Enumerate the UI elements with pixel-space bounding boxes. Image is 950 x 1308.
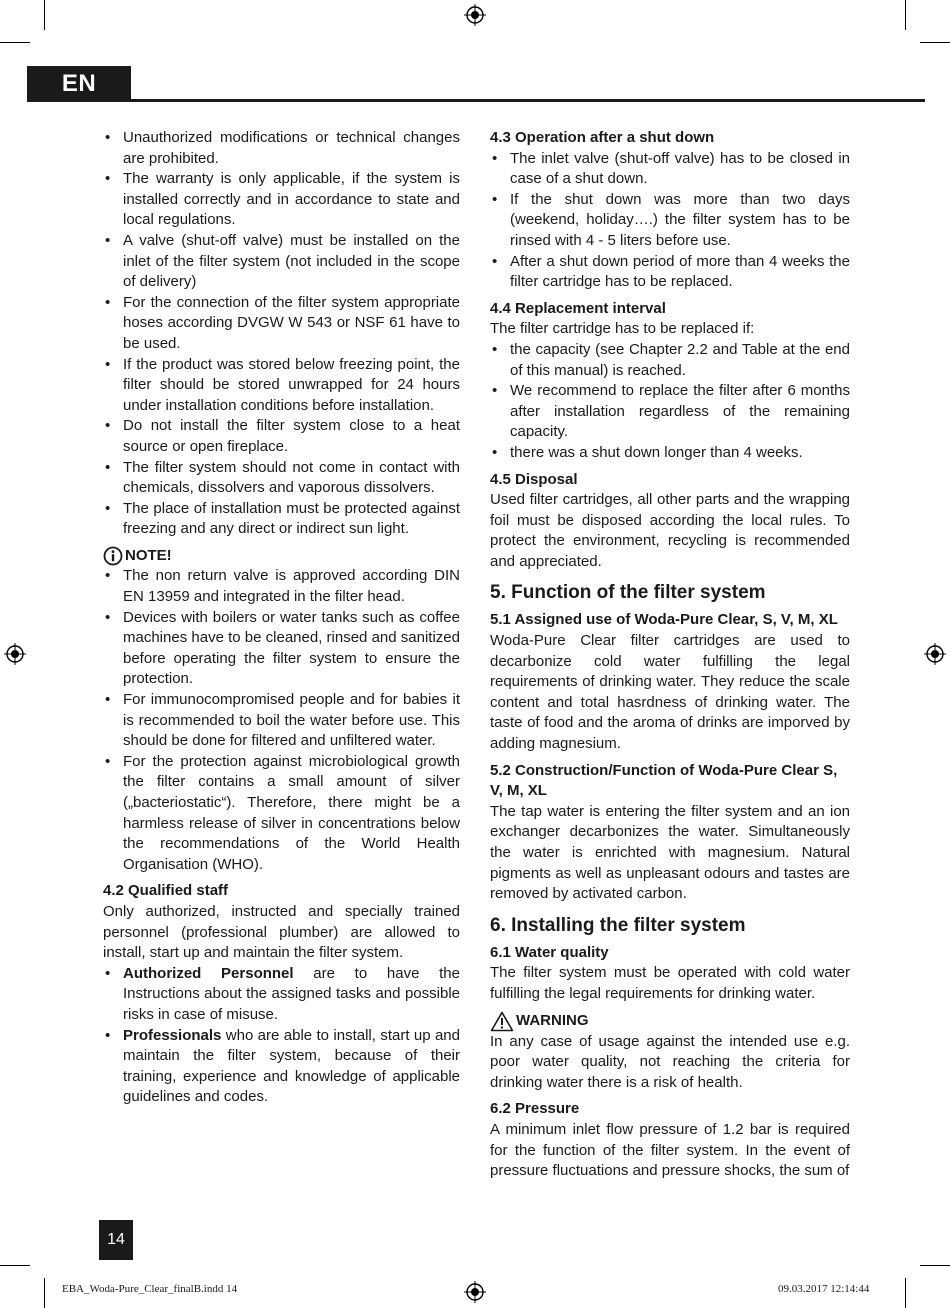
crop-mark <box>905 1278 906 1308</box>
list-item: • For immunocompromised people and for babies it is recommended to boil the water before use. This should be done for filtered and unfiltered water. <box>103 690 460 752</box>
section-heading: 6.2 Pressure <box>490 1100 580 1118</box>
list-item: • If the shut down was more than two days (weekend, holiday….) the filter system has to be rinsed with 4 - 5 liters before use. <box>490 190 850 252</box>
section-heading: 5.1 Assigned use of Woda-Pure Clear, S, V, M, XL <box>490 611 838 629</box>
list-item: • We recommend to replace the filter after 6 months after installation regardless of the remaining capacity. <box>490 381 850 443</box>
section-text: Woda-Pure Clear filter cartridges are used to decarbonize cold water fulfilling the legal requirements of drinking water. They reduce the scale content and total hasrdness of drinking water. The taste of food and the aroma of drinks are imporved by adding magnesium. <box>490 632 850 753</box>
list-item <box>103 964 460 1026</box>
warning-text: In any case of usage against the intended use e.g. poor water quality, not reaching the criteria for drinking water there is a risk of health. <box>490 1032 850 1091</box>
section-text: A minimum inlet flow pressure of 1.2 bar is required for the function of the filter system. In the event of pressure fluctuations and pressure shocks, the sum of <box>490 1120 850 1180</box>
language-tab: EN <box>27 66 131 102</box>
registration-mark-icon <box>464 1281 486 1303</box>
crop-mark <box>920 42 950 43</box>
header-rule <box>27 99 925 102</box>
term-description: who are able to install, start up and maintain the filter system, because of their training, experience and knowledge of applicable guidelines and codes. <box>123 1026 460 1106</box>
warning-triangle-icon <box>490 1011 514 1032</box>
list-item: • For the connection of the filter system appropriate hoses according DVGW W 543 or NSF 61 have to be used. <box>103 293 460 355</box>
list-item: • the capacity (see Chapter 2.2 and Table at the end of this manual) is reached. <box>490 340 850 381</box>
list-item: • The non return valve is approved according DIN EN 13959 and integrated in the filter head. <box>103 566 460 607</box>
crop-mark <box>920 1265 950 1266</box>
chapter-heading: 5. Function of the filter system <box>490 582 766 604</box>
section-text: Used filter cartridges, all other parts and the wrapping foil must be disposed according the local rules. To protect the environment, recycling is recommended and appreciated. <box>490 491 850 570</box>
registration-mark-icon <box>4 643 26 665</box>
section-heading: 4.2 Qualified staff <box>103 882 229 900</box>
section-heading: 4.4 Replacement interval <box>490 299 666 317</box>
list-item: • Unauthorized modifications or technical changes are prohibited. <box>103 128 460 169</box>
term-label: Authorized Personnel <box>123 964 294 982</box>
left-column <box>103 128 460 1108</box>
crop-mark <box>0 42 30 43</box>
registration-mark-icon <box>924 643 946 665</box>
crop-mark <box>905 0 906 30</box>
list-item: • The place of installation must be protected against freezing and any direct or indirect sun light. <box>103 499 460 540</box>
section-heading: 4.5 Disposal <box>490 470 578 488</box>
list-item: • A valve (shut-off valve) must be installed on the inlet of the filter system (not included in the scope of delivery) <box>103 231 460 293</box>
chapter-heading: 6. Installing the filter system <box>490 914 746 936</box>
footer-filename: EBA_Woda-Pure_Clear_finalB.indd 14 <box>62 1283 238 1295</box>
qualified-list <box>103 964 460 1108</box>
right-column <box>490 128 850 1182</box>
list-item: • After a shut down period of more than 4 weeks the filter cartridge has to be replaced. <box>490 252 850 293</box>
page-number: 14 <box>99 1220 133 1260</box>
shutdown-list <box>490 149 850 293</box>
list-item: • The filter system should not come in contact with chemicals, dissolvers and vaporous dissolvers. <box>103 458 460 499</box>
section-text: The filter cartridge has to be replaced if: <box>490 320 755 338</box>
section-heading: 5.2 Construction/Function of Woda-Pure Clear S, V, M, XL <box>490 761 838 800</box>
replacement-list <box>490 340 850 464</box>
registration-mark-icon <box>464 4 486 26</box>
warning-label: WARNING <box>516 1011 589 1029</box>
note-heading <box>103 546 460 567</box>
crop-mark <box>44 0 45 30</box>
list-item: • there was a shut down longer than 4 weeks. <box>490 443 850 464</box>
crop-mark <box>0 1265 30 1266</box>
section-text: The tap water is entering the filter system and an ion exchanger decarbonizes the water. Simultaneously the water is enrichted with magnesium. Natural pigments as well as unpleasant odours and tastes are removed by activated carbon. <box>490 802 850 903</box>
list-item: • The inlet valve (shut-off valve) has to be closed in case of a shut down. <box>490 149 850 190</box>
info-icon <box>103 546 123 566</box>
list-item: • Do not install the filter system close to a heat source or open fireplace. <box>103 416 460 457</box>
section-heading: 6.1 Water quality <box>490 943 609 961</box>
note-label: NOTE! <box>125 546 172 564</box>
section-heading: 4.3 Operation after a shut down <box>490 129 715 146</box>
list-item: • For the protection against microbiological growth the filter contains a small amount of silver („bacteriostatic“). Therefore, there might be a harmless release of silver in concentrations below the recommendations of the World Health Organisation (WHO). <box>103 752 460 876</box>
note-list <box>103 566 460 875</box>
list-item <box>103 1026 460 1108</box>
footer-timestamp: 09.03.2017 12:14:44 <box>778 1283 870 1295</box>
term-description: are to have the Instructions about the assigned tasks and possible risks in case of misuse. <box>123 964 460 1023</box>
crop-mark <box>44 1278 45 1308</box>
list-item: • If the product was stored below freezing point, the filter should be stored unwrapped for 24 hours under installation conditions before installation. <box>103 355 460 417</box>
list-item: • Devices with boilers or water tanks such as coffee machines have to be cleaned, rinsed and sanitized before operating the filter system to ensure the protection. <box>103 608 460 690</box>
term-label: Professionals <box>123 1026 222 1044</box>
section-text: The filter system must be operated with cold water fulfilling the legal requirements for drinking water. <box>490 964 850 1002</box>
safety-list <box>103 128 460 540</box>
list-item: • The warranty is only applicable, if the system is installed correctly and in accordance to state and local regulations. <box>103 169 460 231</box>
section-text: Only authorized, instructed and specially trained personnel (professional plumber) are allowed to install, start up and maintain the filter system. <box>103 902 460 962</box>
warning-heading <box>490 1011 850 1032</box>
